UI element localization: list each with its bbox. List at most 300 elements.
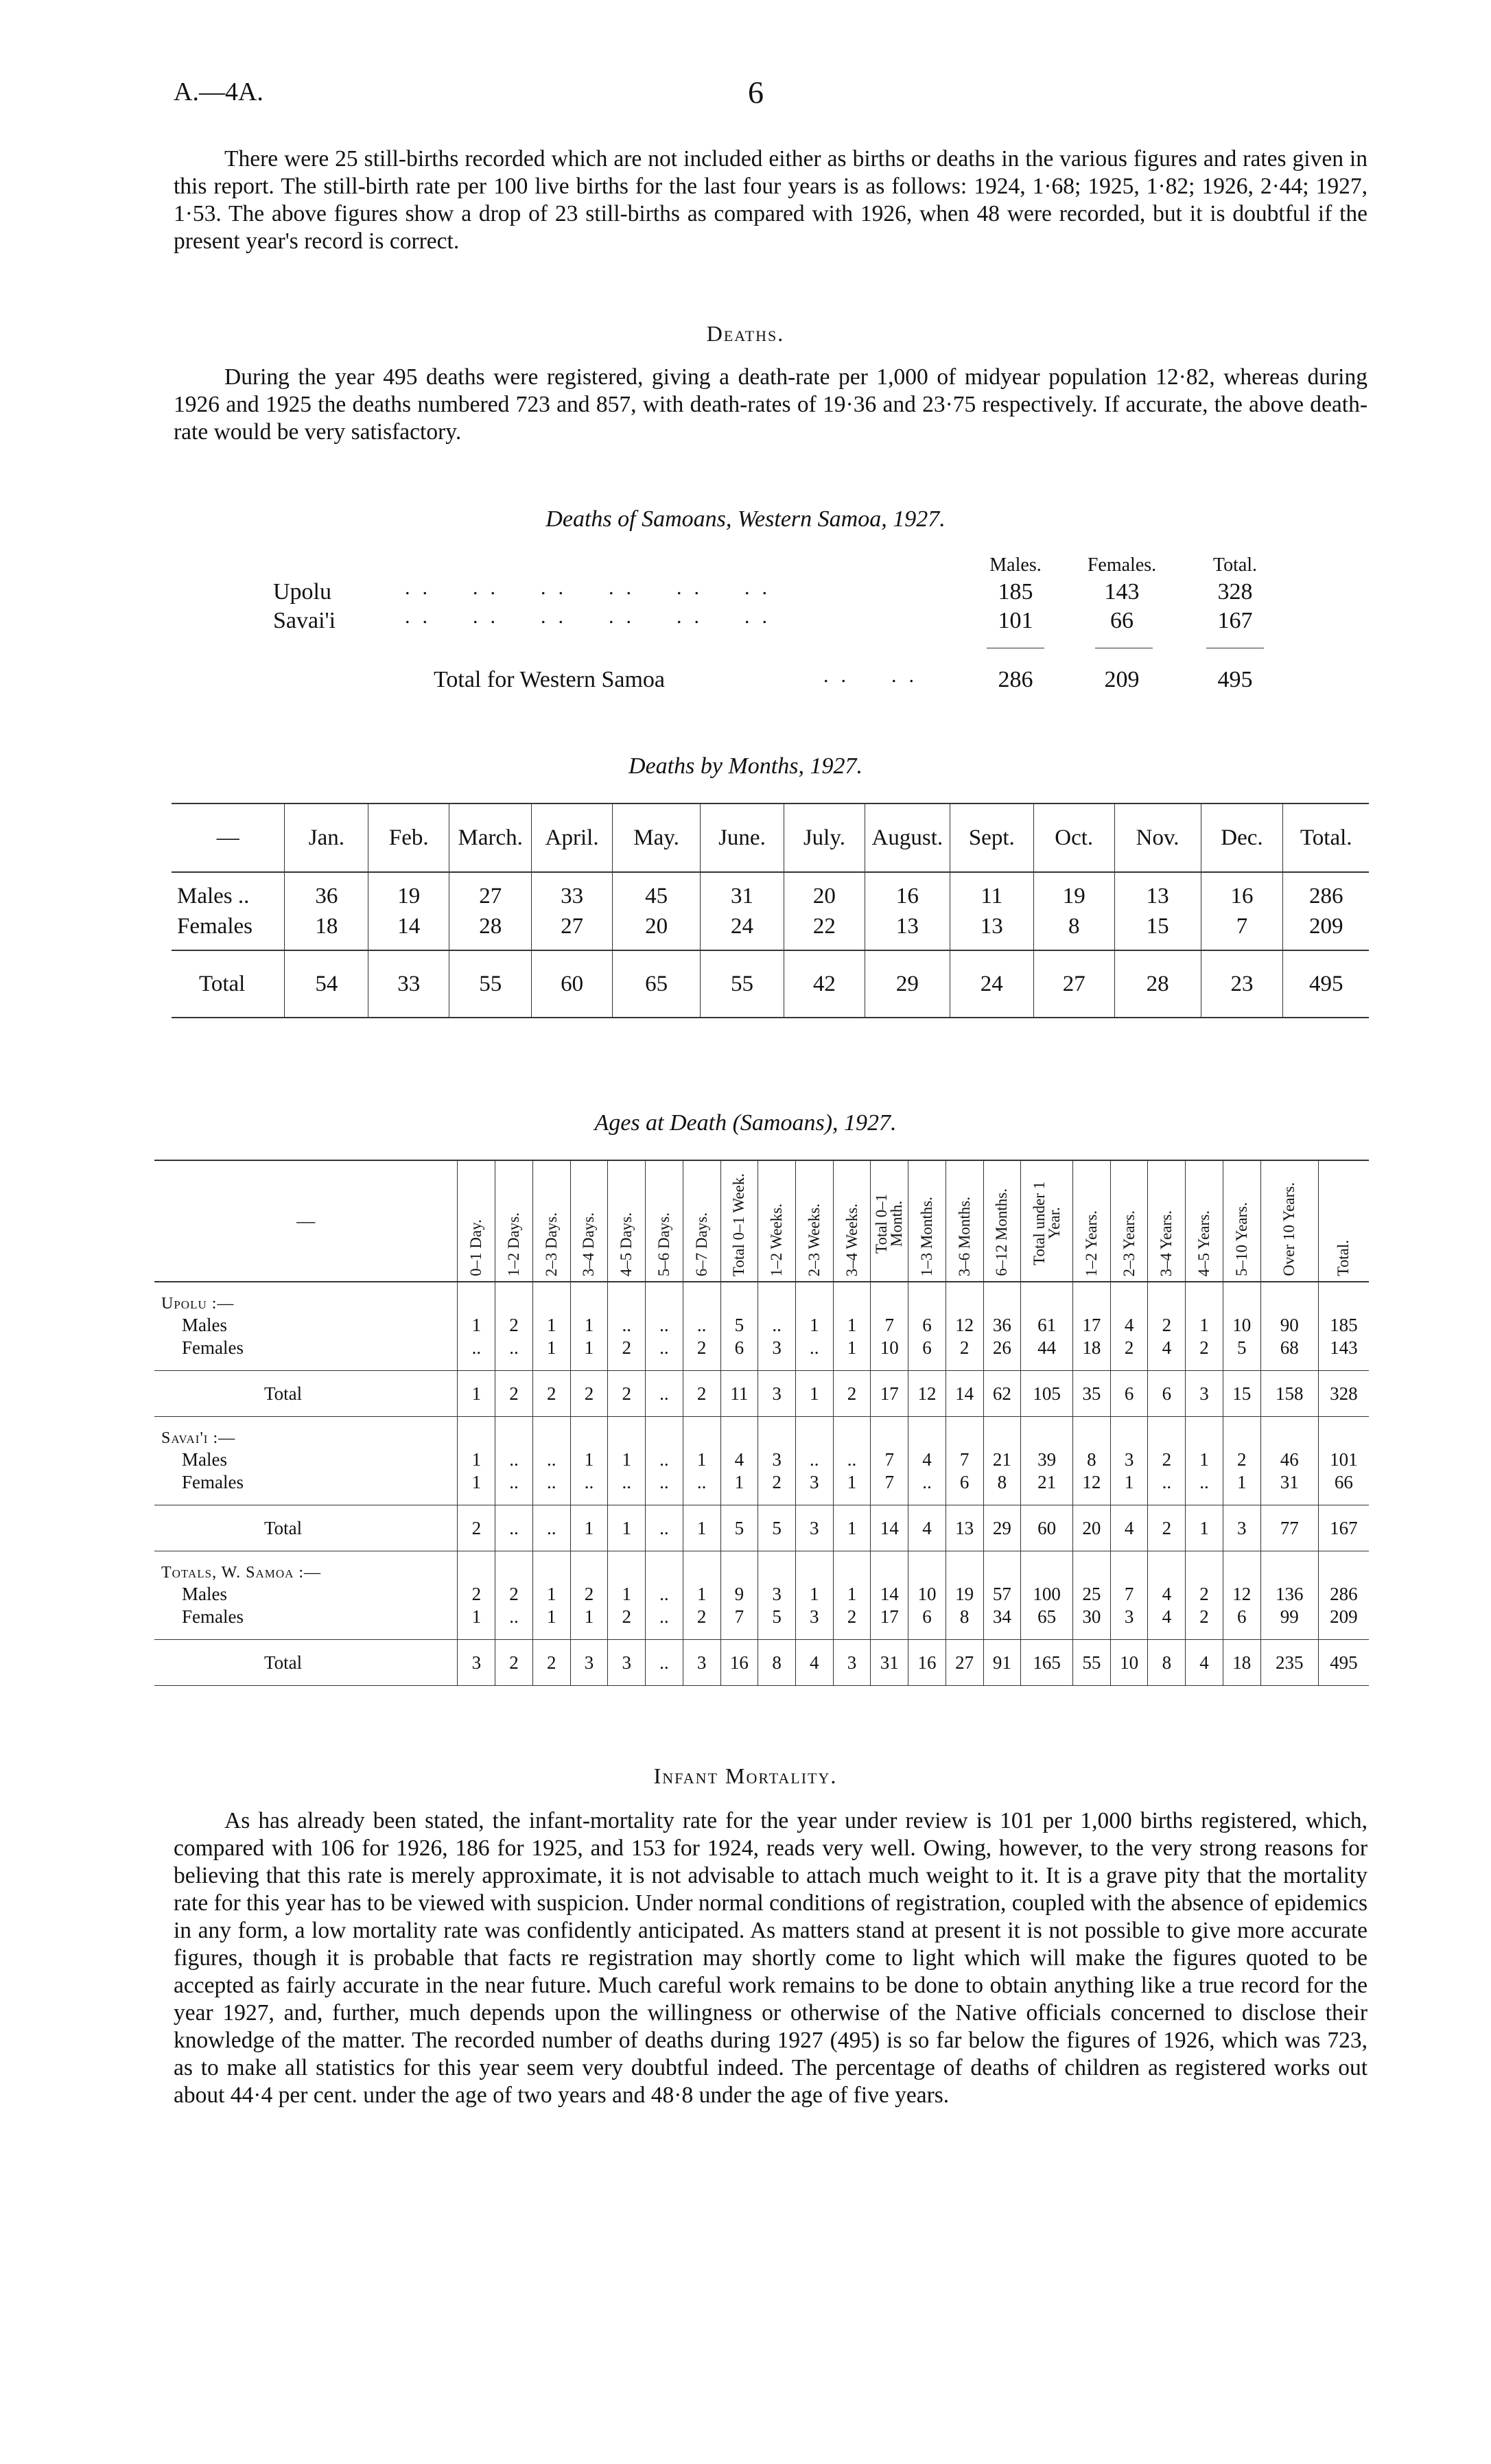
cell	[908, 1359, 946, 1371]
cell	[495, 1494, 533, 1505]
cell: 26	[983, 1337, 1021, 1359]
cell: 3	[1110, 1448, 1148, 1471]
cell: 5	[1223, 1337, 1260, 1359]
cell: 22	[784, 911, 865, 941]
cell: 4	[1148, 1337, 1186, 1359]
age-header: 1–3 Months.	[908, 1160, 946, 1282]
cell: 3	[758, 1371, 796, 1417]
cell	[1021, 1494, 1073, 1505]
cell	[1318, 1282, 1369, 1293]
cell: 1	[720, 1471, 758, 1494]
cell	[1186, 1282, 1223, 1293]
cell: 3	[758, 1337, 796, 1359]
cell	[908, 1628, 946, 1640]
cell: 55	[701, 950, 784, 1018]
cell: 1	[458, 1314, 495, 1337]
cell: 7	[720, 1606, 758, 1628]
cell	[1318, 1562, 1369, 1583]
cell: 7	[1201, 911, 1283, 941]
cell	[1148, 1282, 1186, 1293]
cell	[683, 1562, 720, 1583]
cell	[646, 1428, 683, 1448]
cell: 2	[833, 1371, 871, 1417]
cell	[983, 1628, 1021, 1640]
leader-dots: .. .. .. .. .. ..	[405, 605, 779, 628]
cell	[1073, 1551, 1111, 1563]
spacer-row	[154, 1628, 1369, 1640]
cell: 2	[1223, 1448, 1260, 1471]
cell: 7	[1110, 1583, 1148, 1606]
cell: 3	[608, 1640, 646, 1686]
cell	[871, 1359, 908, 1371]
cell	[1021, 1562, 1073, 1583]
cell	[608, 1293, 646, 1314]
cell	[758, 1628, 796, 1640]
spacer-row	[154, 1494, 1369, 1505]
ages-header-row	[154, 1160, 1369, 1282]
row-label: Males	[182, 1315, 227, 1335]
cell: 1	[795, 1371, 833, 1417]
spacer-row	[172, 872, 1369, 881]
cell: 1	[833, 1337, 871, 1359]
cell: 14	[368, 911, 449, 941]
cell: 65	[1021, 1606, 1073, 1628]
cell: 20	[784, 881, 865, 911]
cell: ..	[908, 1471, 946, 1494]
month-header: Oct.	[1033, 803, 1114, 872]
age-header: Total under 1 Year.	[1021, 1160, 1073, 1282]
months-table-title: Deaths by Months, 1927.	[629, 753, 862, 779]
cell: 13	[1114, 881, 1201, 911]
cell: 16	[720, 1640, 758, 1686]
cell: 1	[833, 1314, 871, 1337]
age-header: 4–5 Days.	[608, 1160, 646, 1282]
table-row	[154, 1314, 1369, 1337]
spacer-row	[154, 1417, 1369, 1429]
row-label: Males	[182, 1449, 227, 1470]
cell: 29	[983, 1505, 1021, 1551]
cell	[570, 1628, 608, 1640]
cell	[532, 1494, 570, 1505]
cell: 2	[458, 1505, 495, 1551]
cell	[946, 1428, 983, 1448]
cell	[646, 1359, 683, 1371]
cell: ..	[532, 1448, 570, 1471]
cell	[720, 1428, 758, 1448]
age-header: 2–3 Years.	[1110, 1160, 1148, 1282]
cell	[1021, 1428, 1073, 1448]
cell: 11	[950, 881, 1033, 911]
cell	[983, 1494, 1021, 1505]
cell: 2	[458, 1583, 495, 1606]
cell: 4	[1148, 1583, 1186, 1606]
cell	[758, 1417, 796, 1429]
cell: 5	[720, 1314, 758, 1337]
total-row	[154, 1505, 1369, 1551]
cell	[646, 1417, 683, 1429]
cell	[983, 1428, 1021, 1448]
cell: 158	[1260, 1371, 1318, 1417]
cell	[946, 1293, 983, 1314]
cell	[1073, 1628, 1111, 1640]
cell: 2	[608, 1606, 646, 1628]
cell: 1	[608, 1448, 646, 1471]
cell	[570, 1359, 608, 1371]
total-row	[154, 1371, 1369, 1417]
cell	[1223, 1428, 1260, 1448]
cell	[1223, 1359, 1260, 1371]
row-label: Males ..	[177, 883, 250, 908]
cell: ..	[608, 1471, 646, 1494]
cell: 185	[1318, 1314, 1369, 1337]
cell	[458, 1628, 495, 1640]
cell: 2	[683, 1371, 720, 1417]
cell	[1260, 1562, 1318, 1583]
cell: 2	[946, 1337, 983, 1359]
cell: ..	[608, 1314, 646, 1337]
cell: 5	[758, 1606, 796, 1628]
cell	[871, 1628, 908, 1640]
cell: 101	[1318, 1448, 1369, 1471]
cell	[1021, 1359, 1073, 1371]
cell	[908, 1417, 946, 1429]
cell: 3	[1223, 1505, 1260, 1551]
cell: 55	[1073, 1640, 1111, 1686]
group-label-row	[154, 1428, 1369, 1448]
age-header: Total.	[1318, 1160, 1369, 1282]
cell	[1073, 1282, 1111, 1293]
cell: 2	[495, 1371, 533, 1417]
cell	[871, 1293, 908, 1314]
age-header: 5–6 Days.	[646, 1160, 683, 1282]
cell: 27	[1033, 950, 1114, 1018]
cell	[871, 1282, 908, 1293]
cell: 2	[1186, 1606, 1223, 1628]
cell: 1	[1186, 1505, 1223, 1551]
cell: 2	[1148, 1505, 1186, 1551]
cell: 3	[1110, 1606, 1148, 1628]
cell	[795, 1359, 833, 1371]
total-total: 495	[1217, 667, 1253, 692]
cell	[458, 1417, 495, 1429]
cell: 1	[1223, 1471, 1260, 1494]
month-header: May.	[613, 803, 701, 872]
total-row	[172, 950, 1369, 1018]
month-header: July.	[784, 803, 865, 872]
cell	[532, 1417, 570, 1429]
cell	[1260, 1282, 1318, 1293]
cell	[608, 1562, 646, 1583]
cell: 8	[1148, 1640, 1186, 1686]
cell	[720, 1551, 758, 1563]
row-label: Total	[154, 1505, 458, 1551]
cell: 24	[950, 950, 1033, 1018]
cell	[1073, 1293, 1111, 1314]
cell: ..	[495, 1448, 533, 1471]
cell: 16	[1201, 881, 1283, 911]
cell: 23	[1201, 950, 1283, 1018]
cell	[532, 1359, 570, 1371]
cell: 9	[720, 1583, 758, 1606]
cell: 6	[720, 1337, 758, 1359]
cell	[1148, 1551, 1186, 1563]
cell: 4	[795, 1640, 833, 1686]
cell: 165	[1021, 1640, 1073, 1686]
cell: 495	[1283, 950, 1369, 1018]
cell: 35	[1073, 1371, 1111, 1417]
cell	[1186, 1628, 1223, 1640]
cell: 11	[720, 1371, 758, 1417]
cell	[720, 1282, 758, 1293]
cell: 17	[871, 1371, 908, 1417]
month-header: Nov.	[1114, 803, 1201, 872]
cell: 44	[1021, 1337, 1073, 1359]
table-row	[154, 1471, 1369, 1494]
samoans-table-title: Deaths of Samoans, Western Samoa, 1927.	[545, 506, 946, 532]
table-row	[154, 1583, 1369, 1606]
cell: 1	[833, 1505, 871, 1551]
cell: 10	[871, 1337, 908, 1359]
cell: 2	[570, 1371, 608, 1417]
cell	[795, 1282, 833, 1293]
cell: 2	[683, 1337, 720, 1359]
cell: 25	[1073, 1583, 1111, 1606]
cell	[758, 1428, 796, 1448]
spacer-row	[172, 941, 1369, 950]
total-western-samoa-label: Total for Western Samoa	[434, 667, 665, 692]
age-header: 3–4 Days.	[570, 1160, 608, 1282]
cell: 4	[1110, 1314, 1148, 1337]
cell: 28	[1114, 950, 1201, 1018]
cell: 19	[946, 1583, 983, 1606]
cell: 2	[495, 1314, 533, 1337]
cell	[683, 1417, 720, 1429]
cell: ..	[646, 1640, 683, 1686]
cell: 4	[720, 1448, 758, 1471]
age-header: 3–4 Weeks.	[833, 1160, 871, 1282]
cell: 7	[871, 1471, 908, 1494]
cell	[720, 1417, 758, 1429]
cell	[570, 1551, 608, 1563]
cell	[720, 1628, 758, 1640]
cell: 99	[1260, 1606, 1318, 1628]
row-label: Savai'i :—	[161, 1429, 236, 1447]
cell: ..	[646, 1505, 683, 1551]
cell	[683, 1293, 720, 1314]
cell: 6	[1110, 1371, 1148, 1417]
cell	[1318, 1551, 1369, 1563]
cell: 495	[1318, 1640, 1369, 1686]
month-header: Dec.	[1201, 803, 1283, 872]
cell: 3	[570, 1640, 608, 1686]
row-label	[154, 1628, 458, 1640]
cell: 36	[285, 881, 368, 911]
age-header: Over 10 Years.	[1260, 1160, 1318, 1282]
cell: 2	[1186, 1337, 1223, 1359]
cell: 1	[570, 1448, 608, 1471]
age-header: 6–12 Months.	[983, 1160, 1021, 1282]
cell	[795, 1417, 833, 1429]
cell	[1318, 1628, 1369, 1640]
cell: 12	[908, 1371, 946, 1417]
cell	[1021, 1282, 1073, 1293]
cell: 18	[1223, 1640, 1260, 1686]
cell	[570, 1293, 608, 1314]
cell: 3	[795, 1606, 833, 1628]
cell	[683, 1359, 720, 1371]
cell: 8	[1033, 911, 1114, 941]
cell: 6	[1223, 1606, 1260, 1628]
age-header: 3–6 Months.	[946, 1160, 983, 1282]
age-header: Total 0–1 Week.	[720, 1160, 758, 1282]
leader-dots: .. ..	[823, 664, 926, 687]
cell	[1223, 1494, 1260, 1505]
cell: 10	[908, 1583, 946, 1606]
age-header: 1–2 Weeks.	[758, 1160, 796, 1282]
cell	[1148, 1428, 1186, 1448]
cell: 68	[1260, 1337, 1318, 1359]
cell: 10	[1110, 1640, 1148, 1686]
cell	[1223, 1551, 1260, 1563]
cell	[983, 1417, 1021, 1429]
cell: 17	[1073, 1314, 1111, 1337]
cell	[1186, 1428, 1223, 1448]
cell: 55	[449, 950, 532, 1018]
cell: 1	[608, 1505, 646, 1551]
cell: 1	[683, 1448, 720, 1471]
cell	[495, 1417, 533, 1429]
infant-mortality-paragraph: As has already been stated, the infant-mortality rate for the year under review is 101 per 1,000 births registered, which, compared with 106 for 1926, 186 for 1925, and 153 for 1924, reads very well. Owing, however, to the very strong reasons for believing that this rate is merely approximate, it is not advisable to attach much weight to it. It is a grave pity that the mortality rate for this year has to be viewed with suspicion. Under normal conditions of registration, coupled with the absence of epidemics in any form, a low mortality rate was confidently anticipated. As matters stand at present it is not possible to give more accurate figures, though it is probable that facts re registration may shortly come to light which will make the figures quoted to be accepted as fairly accurate in the near future. Much careful work remains to be done to obtain anything like a true record for the year 1927, and, further, much depends upon the willingness or otherwise of the Native officials concerned to disclose their knowledge of the matter. The recorded number of deaths during 1927 (495) is so far below the figures of 1926, which was 723, as to make all statistics for this year seem very doubtful indeed. The percentage of deaths of children as registered works out about 44·4 per cent. under the age of two years and 48·8 under the age of five years.	[174, 1808, 1367, 2108]
cell: 19	[368, 881, 449, 911]
cell: 286	[1283, 881, 1369, 911]
age-header: 0–1 Day.	[458, 1160, 495, 1282]
cell: 2	[1186, 1583, 1223, 1606]
cell: 100	[1021, 1583, 1073, 1606]
cell: ..	[795, 1448, 833, 1471]
total-females: 209	[1104, 667, 1140, 692]
cell: 7	[871, 1314, 908, 1337]
table-row	[154, 1337, 1369, 1359]
cell: 6	[1148, 1371, 1186, 1417]
total-row	[154, 1640, 1369, 1686]
cell: 31	[871, 1640, 908, 1686]
cell	[833, 1551, 871, 1563]
cell	[946, 1359, 983, 1371]
cell: ..	[1186, 1471, 1223, 1494]
cell	[1223, 1293, 1260, 1314]
cell: ..	[758, 1314, 796, 1337]
cell: 2	[608, 1371, 646, 1417]
cell: 167	[1318, 1505, 1369, 1551]
cell: 12	[946, 1314, 983, 1337]
cell	[1073, 1417, 1111, 1429]
cell: 16	[865, 881, 950, 911]
cell: 2	[495, 1640, 533, 1686]
cell: 4	[1148, 1606, 1186, 1628]
cell	[1186, 1359, 1223, 1371]
cell	[833, 1282, 871, 1293]
row-label: Totals, W. Samoa :—	[161, 1563, 322, 1582]
cell: 4	[908, 1505, 946, 1551]
cell: 27	[449, 881, 532, 911]
cell	[1318, 1417, 1369, 1429]
age-header: 1–2 Years.	[1073, 1160, 1111, 1282]
cell: 235	[1260, 1640, 1318, 1686]
cell	[608, 1417, 646, 1429]
cell	[495, 1551, 533, 1563]
cell: 12	[1223, 1583, 1260, 1606]
cell: 54	[285, 950, 368, 1018]
cell	[608, 1551, 646, 1563]
cell	[1110, 1628, 1148, 1640]
cell	[646, 1282, 683, 1293]
cell	[908, 1282, 946, 1293]
cell: 17	[871, 1606, 908, 1628]
cell: 6	[908, 1337, 946, 1359]
cell	[946, 1551, 983, 1563]
cell	[1021, 1551, 1073, 1563]
cell: 65	[613, 950, 701, 1018]
cell: ..	[646, 1583, 683, 1606]
cell	[570, 1282, 608, 1293]
cell	[1186, 1551, 1223, 1563]
cell	[1223, 1628, 1260, 1640]
savaii-females: 66	[1110, 608, 1134, 633]
cell	[1318, 1428, 1369, 1448]
cell: 34	[983, 1606, 1021, 1628]
leader-dots: .. .. .. .. .. ..	[405, 576, 779, 599]
cell: 8	[983, 1471, 1021, 1494]
cell: 42	[784, 950, 865, 1018]
cell	[1021, 1628, 1073, 1640]
cell: 1	[1110, 1471, 1148, 1494]
row-label: Males	[182, 1584, 227, 1604]
cell	[646, 1562, 683, 1583]
cell: 6	[908, 1314, 946, 1337]
cell: 1	[458, 1448, 495, 1471]
cell	[983, 1293, 1021, 1314]
upolu-total: 328	[1217, 579, 1253, 605]
cell: 16	[908, 1640, 946, 1686]
cell: 20	[1073, 1505, 1111, 1551]
row-label	[154, 1417, 458, 1429]
table-row	[154, 1448, 1369, 1471]
cell	[1260, 1293, 1318, 1314]
savaii-males: 101	[998, 608, 1033, 633]
cell	[1148, 1494, 1186, 1505]
upolu-males: 185	[998, 579, 1033, 605]
cell	[1110, 1428, 1148, 1448]
cell: 2	[532, 1640, 570, 1686]
cell	[795, 1428, 833, 1448]
cell: 14	[871, 1583, 908, 1606]
cell	[458, 1293, 495, 1314]
cell: 1	[532, 1606, 570, 1628]
cell: ..	[495, 1337, 533, 1359]
col-females: Females.	[1087, 554, 1157, 576]
savaii-total: 167	[1217, 608, 1253, 633]
cell	[946, 1494, 983, 1505]
cell	[683, 1428, 720, 1448]
cell: ..	[646, 1371, 683, 1417]
corner-dash: —	[154, 1160, 458, 1282]
cell	[683, 1282, 720, 1293]
month-header: Feb.	[368, 803, 449, 872]
cell	[1073, 1562, 1111, 1583]
cell: ..	[495, 1505, 533, 1551]
cell: 209	[1283, 911, 1369, 941]
cell	[1148, 1628, 1186, 1640]
